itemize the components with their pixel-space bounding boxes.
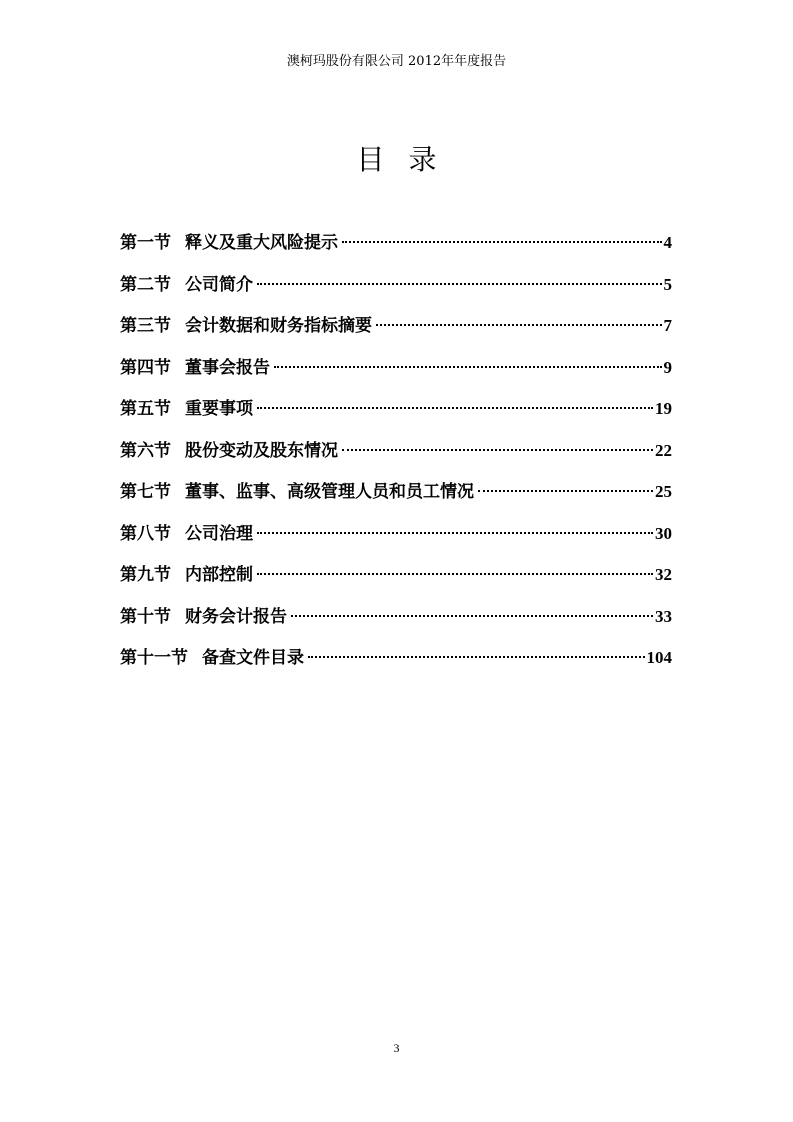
- toc-section-title: 会计数据和财务指标摘要: [185, 316, 372, 336]
- toc-entry-2[interactable]: [120, 270, 672, 312]
- toc-section-title: 公司治理: [185, 523, 253, 544]
- toc-section-number: 第六节: [120, 440, 171, 461]
- toc-dot-leader: [308, 656, 645, 658]
- toc-entry-6[interactable]: [120, 436, 672, 478]
- toc-dot-leader: [257, 532, 653, 534]
- toc-entry-7[interactable]: [120, 477, 672, 519]
- toc-page-number: 25: [655, 482, 672, 501]
- toc-section-title: 内部控制: [185, 565, 253, 585]
- toc-entry-9[interactable]: [120, 560, 672, 602]
- toc-page-number: 32: [655, 565, 672, 584]
- toc-entry-3[interactable]: [120, 311, 672, 353]
- toc-page-number: 4: [663, 233, 672, 252]
- toc-section-title: 释义及重大风险提示: [185, 233, 338, 253]
- toc-section-number: 第九节: [120, 565, 171, 585]
- toc-dot-leader: [342, 241, 662, 243]
- toc-page-number: 33: [655, 606, 672, 626]
- toc-section-title: 股份变动及股东情况: [185, 440, 338, 461]
- toc-section-number: 第二节: [120, 274, 171, 295]
- toc-section-number: 第三节: [120, 316, 171, 336]
- page-header: 澳柯玛股份有限公司 2012年年度报告: [286, 54, 507, 69]
- toc-dot-leader: [257, 573, 653, 575]
- toc-section-title: 董事、监事、高级管理人员和员工情况: [185, 482, 474, 502]
- toc-dot-leader: [376, 324, 662, 326]
- toc-section-title: 备查文件目录: [202, 648, 304, 668]
- toc-section-number: 第十节: [120, 606, 171, 627]
- table-of-contents: [120, 228, 672, 685]
- toc-dot-leader: [257, 283, 662, 285]
- toc-section-title: 董事会报告: [185, 357, 270, 378]
- toc-entry-10[interactable]: [120, 602, 672, 644]
- toc-entry-11[interactable]: [120, 643, 672, 685]
- toc-dot-leader: [274, 366, 662, 368]
- toc-page-number: 7: [663, 316, 672, 335]
- toc-dot-leader: [257, 407, 653, 409]
- toc-section-title: 公司简介: [185, 274, 253, 295]
- toc-dot-leader: [478, 490, 653, 492]
- toc-page-number: 30: [655, 523, 672, 543]
- toc-section-number: 第八节: [120, 523, 171, 544]
- toc-section-number: 第四节: [120, 357, 171, 378]
- toc-section-number: 第一节: [120, 233, 171, 253]
- toc-dot-leader: [291, 615, 653, 617]
- toc-entry-5[interactable]: [120, 394, 672, 436]
- page-number-footer: 3: [393, 1041, 400, 1055]
- toc-page-number: 22: [655, 440, 672, 460]
- toc-page-number: 104: [646, 648, 672, 667]
- toc-entry-1[interactable]: [120, 228, 672, 270]
- toc-section-number: 第七节: [120, 482, 171, 502]
- toc-page-number: 9: [663, 357, 672, 377]
- toc-dot-leader: [342, 449, 653, 451]
- toc-page-number: 19: [655, 399, 672, 418]
- page-title: 目录: [356, 143, 461, 176]
- toc-section-title: 财务会计报告: [185, 606, 287, 627]
- toc-section-number: 第五节: [120, 399, 171, 419]
- toc-page-number: 5: [663, 274, 672, 294]
- toc-section-title: 重要事项: [185, 399, 253, 419]
- toc-section-number: 第十一节: [120, 648, 188, 668]
- toc-entry-8[interactable]: [120, 519, 672, 561]
- toc-entry-4[interactable]: [120, 353, 672, 395]
